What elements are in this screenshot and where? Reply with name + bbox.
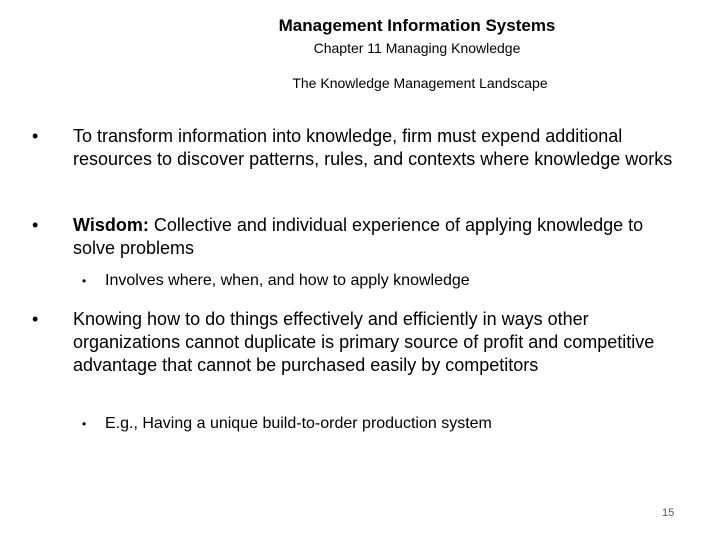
bullet-point-icon: • [32,215,39,235]
bullet-item [32,214,682,260]
bullet-item [32,308,682,377]
chapter-title: Chapter 11 Managing Knowledge [313,40,521,56]
bullet-term: Wisdom: [73,215,149,235]
sub-bullet-text: E.g., Having a unique build-to-order production system [105,415,492,432]
bullet-point-icon: • [32,126,39,146]
bullet-text [73,214,682,260]
sub-bullet-point-icon: • [82,274,87,288]
bullet-item [32,125,682,171]
course-title: Management Information Systems [278,16,556,35]
sub-bullet-item [82,271,682,291]
bullet-point-icon: • [32,309,39,329]
sub-bullet-point-icon: • [82,417,87,431]
sub-bullet-text: Involves where, when, and how to apply knowledge [105,272,470,289]
bullet-text: Knowing how to do things effectively and efficiently in ways other organizations cannot duplicate is primary source of profit and competitive advantage that cannot be purchased easily by competitors [73,309,655,375]
bullet-definition: Collective and individual experience of applying knowledge to solve problems [73,215,644,258]
sub-bullet-item [82,414,682,434]
section-title: The Knowledge Management Landscape [292,75,548,91]
page-number: 15 [662,507,675,519]
bullet-text: To transform information into knowledge, firm must expend additional resources to discover patterns, rules, and contexts where knowledge works [73,126,673,169]
